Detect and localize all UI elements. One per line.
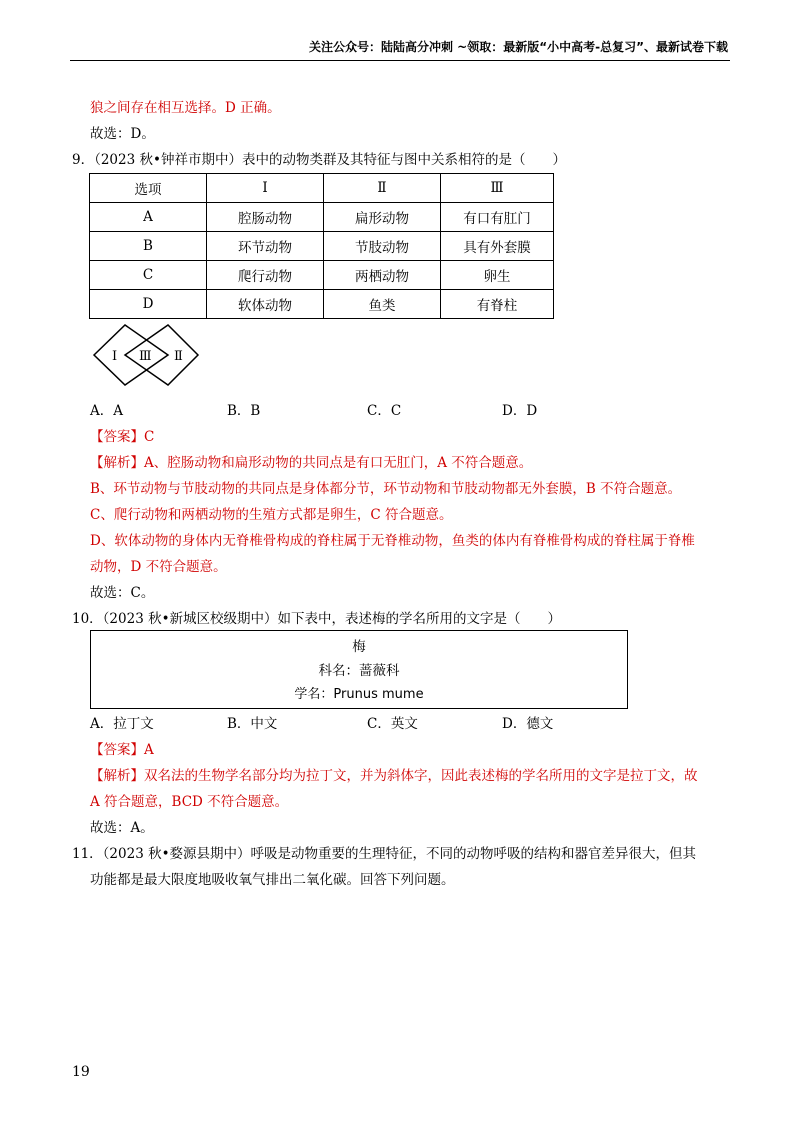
- table-cell: 有脊柱: [441, 290, 554, 319]
- q9-table: [89, 173, 554, 319]
- table-cell: 鱼类: [324, 290, 441, 319]
- prev-analysis-line: 狼之间存在相互选择。D 正确。: [90, 100, 281, 116]
- table-header-row: [90, 174, 554, 203]
- q10-option-d: D．德文: [502, 716, 554, 732]
- q10-analysis-line: A 符合题意，BCD 不符合题意。: [90, 794, 289, 810]
- q10-option-a: A．拉丁文: [90, 716, 154, 732]
- q9-option-c: C．C: [367, 403, 402, 419]
- table-cell: 卵生: [441, 261, 554, 290]
- table-header-cell: Ⅲ: [441, 174, 554, 203]
- q9-option-b: B．B: [227, 403, 261, 419]
- family-name: 科名：蔷薇科: [318, 663, 400, 679]
- table-cell: A: [90, 203, 207, 232]
- table-cell: 软体动物: [207, 290, 324, 319]
- header-divider: [70, 60, 730, 61]
- q9-analysis-line: B、环节动物与节肢动物的共同点是身体都分节，环节动物和节肢动物都无外套膜，B 不符合题意。: [90, 481, 682, 497]
- plant-name: 梅: [352, 639, 366, 655]
- table-cell: 爬行动物: [207, 261, 324, 290]
- q9-answer: 【答案】C: [90, 429, 155, 445]
- q9-option-a: A．A: [90, 403, 123, 419]
- diamond-right: [125, 325, 198, 385]
- q9-stem: 9．（2023 秋•钟祥市期中）表中的动物类群及其特征与图中关系相符的是（ ）: [72, 152, 566, 168]
- q10-conclusion: 故选：A。: [90, 820, 154, 836]
- q9-analysis-line: D、软体动物的身体内无脊椎骨构成的脊柱属于无脊椎动物，鱼类的体内有脊椎骨构成的脊柱属于脊椎: [90, 533, 695, 549]
- q11-stem-line2: 功能都是最大限度地吸收氧气排出二氧化碳。回答下列问题。: [90, 872, 455, 888]
- table-cell: D: [90, 290, 207, 319]
- q9-venn-diagram: [92, 322, 200, 388]
- diagram-label-right: Ⅱ: [174, 349, 183, 364]
- table-row: [90, 203, 554, 232]
- table-cell: 有口有肛门: [441, 203, 554, 232]
- table-cell: 两栖动物: [324, 261, 441, 290]
- q10-stem: 10．（2023 秋•新城区校级期中）如下表中，表述梅的学名所用的文字是（ ）: [72, 611, 562, 627]
- q10-option-b: B．中文: [227, 716, 278, 732]
- q9-analysis-line: 【解析】A、腔肠动物和扁形动物的共同点是有口无肛门，A 不符合题意。: [90, 455, 533, 471]
- table-row: [90, 290, 554, 319]
- table-cell: C: [90, 261, 207, 290]
- table-cell: 扁形动物: [324, 203, 441, 232]
- q11-stem-line1: 11．（2023 秋•婺源县期中）呼吸是动物重要的生理特征，不同的动物呼吸的结构和器官差异很大，但其: [72, 846, 697, 862]
- diamond-left: [94, 325, 168, 385]
- page-header: 关注公众号：陆陆高分冲刺 ~领取：最新版“小中高考-总复习”、最新试卷下载: [309, 40, 728, 54]
- table-cell: 环节动物: [207, 232, 324, 261]
- table-cell: 腔肠动物: [207, 203, 324, 232]
- table-cell: 节肢动物: [324, 232, 441, 261]
- q9-conclusion: 故选：C。: [90, 585, 155, 601]
- table-row: [90, 232, 554, 261]
- q9-option-d: D．D: [502, 403, 538, 419]
- table-cell: B: [90, 232, 207, 261]
- diagram-label-middle: Ⅲ: [139, 349, 152, 364]
- q10-answer: 【答案】A: [90, 742, 154, 758]
- table-header-cell: Ⅰ: [207, 174, 324, 203]
- q10-option-c: C．英文: [367, 716, 418, 732]
- q10-info-box: [90, 630, 628, 709]
- table-header-cell: 选项: [90, 174, 207, 203]
- table-header-cell: Ⅱ: [324, 174, 441, 203]
- table-row: [90, 261, 554, 290]
- q9-analysis-line: C、爬行动物和两栖动物的生殖方式都是卵生，C 符合题意。: [90, 507, 453, 523]
- diagram-label-left: Ⅰ: [112, 349, 118, 364]
- prev-conclusion: 故选：D。: [90, 126, 155, 142]
- scientific-name: 学名：Prunus mume: [294, 687, 424, 702]
- q9-analysis-line: 动物，D 不符合题意。: [90, 559, 227, 575]
- q10-analysis-line: 【解析】双名法的生物学名部分均为拉丁文，并为斜体字，因此表述梅的学名所用的文字是拉丁文，故: [90, 768, 698, 784]
- table-cell: 具有外套膜: [441, 232, 554, 261]
- page-number: 19: [72, 1064, 90, 1080]
